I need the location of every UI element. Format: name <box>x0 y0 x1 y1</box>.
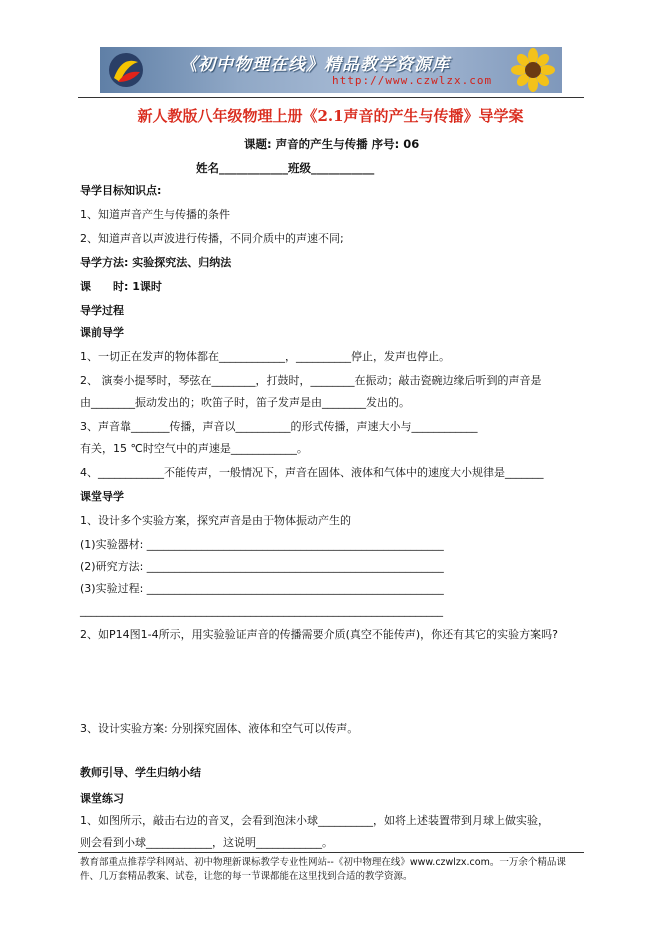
goals-heading: 导学目标知识点: <box>80 184 162 197</box>
class-item-3: 3、设计实验方案: 分别探究固体、液体和空气可以传声。 <box>80 722 359 735</box>
question-3b: 有关，15 ℃时空气中的声速是____________。 <box>80 442 308 455</box>
goal-2: 2、知道声音以声波进行传播，不同介质中的声速不同; <box>80 232 344 245</box>
method-line: 导学方法: 实验探究法、归纳法 <box>80 256 232 269</box>
question-2a: 2、 演奏小提琴时，琴弦在________，打鼓时，________在振动；敲击瓷碗边缘后听到的声音是 <box>80 374 542 387</box>
footer-line-2: 件、几万套精品教案、试卷，让您的每一节课都能在这里找到合适的教学资源。 <box>80 871 413 882</box>
topic-line: 课题: 声音的产生与传播 序号: 06 <box>244 137 420 151</box>
site-banner <box>100 47 562 93</box>
process-heading: 导学过程 <box>80 304 124 317</box>
question-2b: 由________振动发出的；吹笛子时，笛子发声是由________发出的。 <box>80 396 410 409</box>
site-logo-icon <box>108 52 144 88</box>
class-item-1-materials: (1)实验器材: ______________________________________________________ <box>80 538 444 551</box>
question-4: 4、____________不能传声，一般情况下，声音在固体、液体和气体中的速度大小规律是_______ <box>80 466 544 479</box>
summary-heading: 教师引导、学生归纳小结 <box>80 766 201 779</box>
pre-class-heading: 课前导学 <box>80 326 124 339</box>
header-rule <box>78 97 584 98</box>
class-item-1-blank: __________________________________________________________________ <box>80 604 443 617</box>
question-3a: 3、声音靠_______传播，声音以__________的形式传播，声速大小与____________ <box>80 420 478 433</box>
sunflower-icon <box>508 48 558 92</box>
banner-title: 《初中物理在线》精品教学资源库 <box>180 55 450 75</box>
banner-url[interactable]: http://www.czwlzx.com <box>332 74 493 87</box>
class-item-1: 1、设计多个实验方案，探究声音是由于物体振动产生的 <box>80 514 351 527</box>
in-class-heading: 课堂导学 <box>80 490 124 503</box>
practice-1a: 1、如图所示，敲击右边的音叉，会看到泡沫小球__________，如将上述装置带到月球上做实验， <box>80 814 549 827</box>
goal-1: 1、知道声音产生与传播的条件 <box>80 208 230 221</box>
practice-1b: 则会看到小球____________，这说明____________。 <box>80 836 333 849</box>
question-1: 1、一切正在发声的物体都在____________，__________停止，发声也停止。 <box>80 350 450 363</box>
class-item-2: 2、如P14图1-4所示，用实验验证声音的传播需要介质(真空不能传声)，你还有其它的实验方案吗? <box>80 628 559 641</box>
name-class-line: 姓名____________班级___________ <box>196 161 375 175</box>
practice-heading: 课堂练习 <box>80 792 124 805</box>
document-title: 新人教版八年级物理上册《2.1声音的产生与传播》导学案 <box>137 107 524 125</box>
footer-line-1: 教育部重点推荐学科网站、初中物理新课标教学专业性网站--《初中物理在线》www.czwlzx.com。一万余个精品课 <box>80 857 566 868</box>
class-item-1-method: (2)研究方法: ______________________________________________________ <box>80 560 444 573</box>
footer-rule <box>78 852 584 853</box>
class-item-1-process: (3)实验过程: ______________________________________________________ <box>80 582 444 595</box>
hours-line: 课 时: 1课时 <box>80 280 162 293</box>
